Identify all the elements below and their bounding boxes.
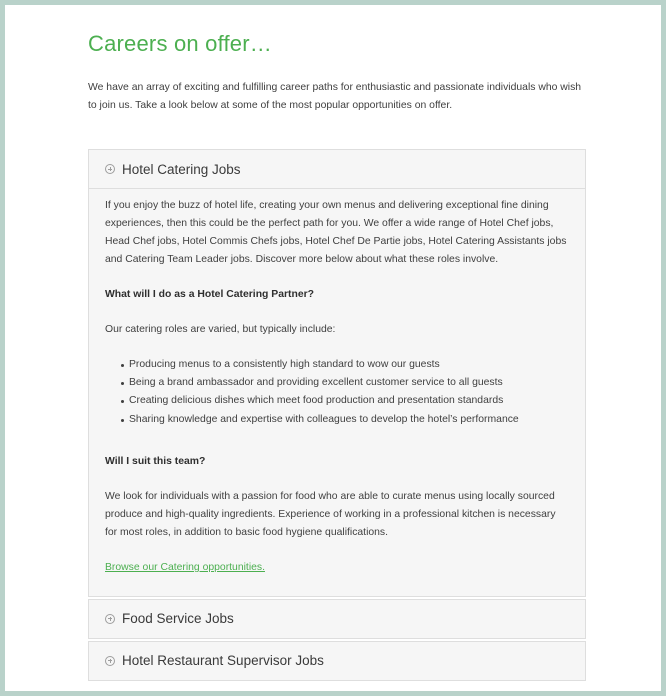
accordion-panel-food-service bbox=[88, 599, 586, 639]
accordion-title: Hotel Restaurant Supervisor Jobs bbox=[122, 653, 324, 669]
page-title: Careers on offer… bbox=[88, 31, 272, 56]
accordion-header-restaurant-supervisor[interactable] bbox=[89, 642, 585, 680]
list-item: Being a brand ambassador and providing excellent customer service to all guests bbox=[121, 374, 569, 392]
plus-circle-icon bbox=[105, 164, 115, 174]
body-paragraph: If you enjoy the buzz of hotel life, creating your own menus and delivering exceptional fine dining experiences, then this could be the perfect path for you. We offer a wide range of Hotel Chef jobs, Head Chef jobs, Hotel Commis Chefs jobs, Hotel Chef De Partie jobs, Hotel Catering Assistants jobs and Catering Team Leader jobs. Discover more below about what these roles involve. bbox=[105, 200, 567, 265]
accordion-header-food-service[interactable] bbox=[89, 600, 585, 638]
body-paragraph: Our catering roles are varied, but typically include: bbox=[105, 324, 336, 335]
accordion-title: Hotel Catering Jobs bbox=[122, 161, 241, 177]
accordion-body-hotel-catering bbox=[89, 188, 585, 596]
intro-paragraph: We have an array of exciting and fulfilling career paths for enthusiastic and passionate individuals who wish to join us. Take a look below at some of the most popular opportunities on offer. bbox=[88, 82, 582, 111]
accordion-header-hotel-catering[interactable] bbox=[89, 150, 585, 188]
plus-circle-icon bbox=[105, 614, 115, 624]
section-heading: Will I suit this team? bbox=[105, 455, 206, 467]
body-paragraph: We look for individuals with a passion for food who are able to curate menus using locally sourced produce and high-quality ingredients. Experience of working in a professional kitchen is necessary for most roles, in addition to basic food hygiene qualifications. bbox=[105, 490, 556, 538]
accordion-panel-hotel-catering bbox=[88, 149, 586, 597]
careers-accordion bbox=[88, 149, 586, 681]
duties-list bbox=[105, 356, 569, 429]
list-item: Creating delicious dishes which meet food production and presentation standards bbox=[121, 392, 569, 410]
accordion-panel-restaurant-supervisor bbox=[88, 641, 586, 681]
list-item: Sharing knowledge and expertise with colleagues to develop the hotel’s performance bbox=[121, 411, 569, 429]
browse-catering-link[interactable]: Browse our Catering opportunities. bbox=[105, 561, 265, 573]
accordion-title: Food Service Jobs bbox=[122, 611, 234, 627]
link-paragraph bbox=[105, 559, 569, 577]
section-heading: What will I do as a Hotel Catering Partner? bbox=[105, 289, 314, 300]
list-item: Producing menus to a consistently high standard to wow our guests bbox=[121, 356, 569, 374]
plus-circle-icon bbox=[105, 656, 115, 666]
